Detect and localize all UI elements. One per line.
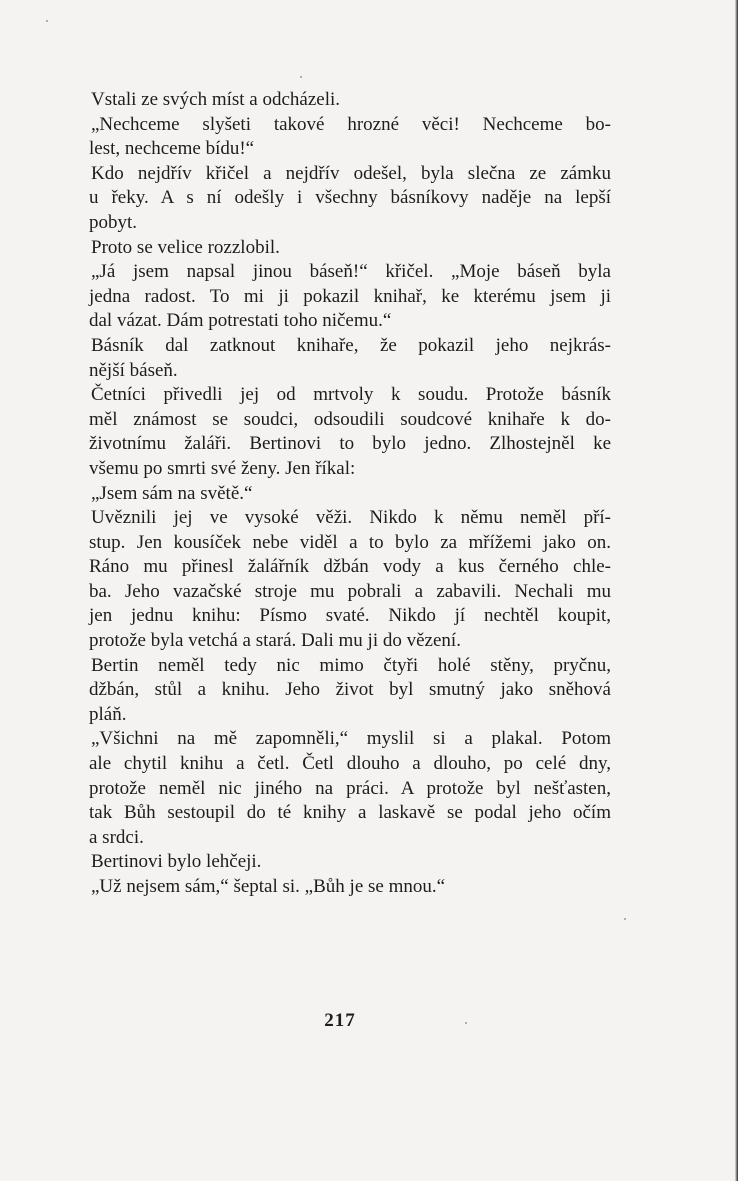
text-line: všemu po smrti své ženy. Jen říkal: xyxy=(89,457,356,479)
paper-speck xyxy=(46,20,48,22)
paper-speck xyxy=(624,918,626,920)
text-line: „Já jsem napsal jinou báseň!“ křičel. „Moje báseň byla xyxy=(91,261,611,283)
text-line: protože byla vetchá a stará. Dali mu ji do vězení. xyxy=(89,630,461,652)
text-line: jen jednu knihu: Písmo svaté. Nikdo jí nechtěl koupit, xyxy=(89,605,611,627)
text-line: pobyt. xyxy=(89,211,138,233)
page-number: 217 xyxy=(324,1010,356,1031)
body-text xyxy=(89,88,611,900)
text-line: „Všichni na mě zapomněli,“ myslil si a plakal. Potom xyxy=(91,728,611,750)
text-line: dal vázat. Dám potrestati toho ničemu.“ xyxy=(89,310,392,332)
text-line: životnímu žaláři. Bertinovi to bylo jedno. Zlhostejněl ke xyxy=(89,433,611,455)
text-line: Vstali ze svých míst a odcházeli. xyxy=(91,89,341,110)
text-line: Proto se velice rozzlobil. xyxy=(91,236,280,258)
text-line: protože neměl nic jiného na práci. A protože byl nešťasten, xyxy=(89,777,611,799)
text-line: Kdo nejdřív křičel a nejdřív odešel, byla slečna ze zámku xyxy=(91,162,611,184)
text-line: „Nechceme slyšeti takové hrozné věci! Nechceme bo- xyxy=(91,113,611,135)
text-line: lest, nechceme bídu!“ xyxy=(89,138,255,160)
paper-speck xyxy=(300,76,302,78)
text-line: „Už nejsem sám,“ šeptal si. „Bůh je se mnou.“ xyxy=(91,876,446,897)
text-line: pláň. xyxy=(89,703,127,725)
text-line: Básník dal zatknout knihaře, že pokazil jeho nejkrás- xyxy=(91,334,611,356)
text-line: Ráno mu přinesl žalářník džbán vody a kus černého chle- xyxy=(89,556,611,578)
text-line: ba. Jeho vazačské stroje mu pobrali a zabavili. Nechali mu xyxy=(89,580,611,602)
paper-speck xyxy=(465,1022,467,1024)
text-line: džbán, stůl a knihu. Jeho život byl smutný jako sněhová xyxy=(89,679,611,701)
text-line: tak Bůh sestoupil do té knihy a laskavě se podal jeho očím xyxy=(89,802,611,824)
text-line: Bertin neměl tedy nic mimo čtyři holé stěny, pryčnu, xyxy=(91,654,611,676)
text-line: měl známost se soudci, odsoudili soudcové knihaře k do- xyxy=(89,408,611,430)
text-line: Bertinovi bylo lehčeji. xyxy=(91,851,262,873)
text-line: Uvěznili jej ve vysoké věži. Nikdo k němu neměl pří- xyxy=(91,507,611,529)
text-line: „Jsem sám na světě.“ xyxy=(91,482,253,504)
text-line: nější báseň. xyxy=(89,359,178,381)
text-line: a srdci. xyxy=(89,826,144,848)
text-line: jedna radost. To mi ji pokazil knihař, ke kterému jsem ji xyxy=(89,285,611,307)
text-line: stup. Jen kousíček nebe viděl a to bylo za mřížemi jako on. xyxy=(89,531,611,553)
text-line: Četníci přivedli jej od mrtvoly k soudu. Protože básník xyxy=(91,384,611,406)
text-line: u řeky. A s ní odešly i všechny básníkovy naděje na lepší xyxy=(89,187,611,209)
text-line: ale chytil knihu a četl. Četl dlouho a dlouho, po celé dny, xyxy=(89,753,611,775)
